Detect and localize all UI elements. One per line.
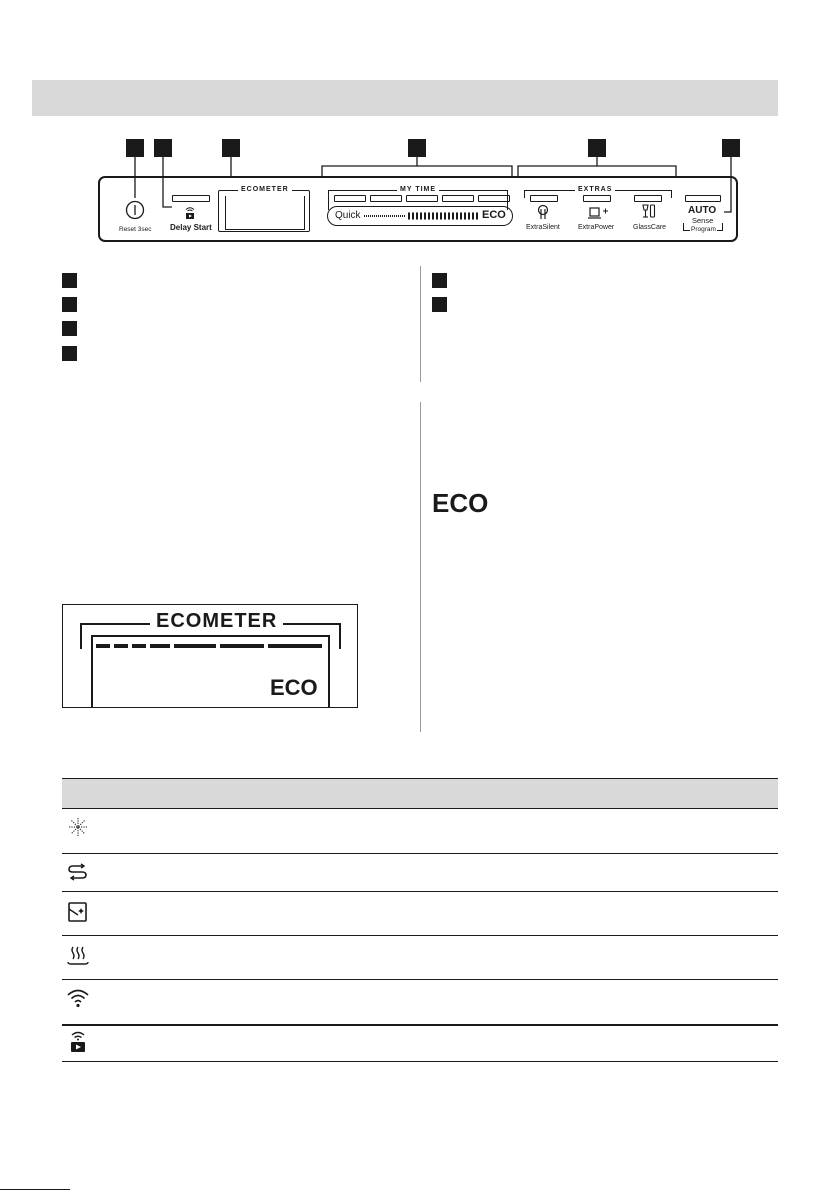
column-divider-bottom (420, 402, 421, 732)
my-time-led-2 (370, 195, 402, 202)
legend-marker-2 (62, 297, 77, 312)
legend-marker-4 (62, 346, 77, 361)
program-button[interactable]: Program (691, 226, 716, 233)
table-rule (62, 979, 778, 980)
table-rule (62, 1024, 778, 1026)
ecometer-figure-eco: ECO (270, 675, 318, 700)
extra-silent-led (530, 195, 558, 202)
indicator-table-header (62, 778, 778, 808)
remote-start-icon (183, 206, 197, 220)
legend-marker-3 (62, 321, 77, 336)
table-rule (62, 808, 778, 809)
machine-care-icon (66, 900, 90, 924)
sense-label: Sense (692, 216, 714, 225)
legend-marker-6 (432, 297, 447, 312)
my-time-led-3 (406, 195, 438, 202)
delay-start-button[interactable]: Delay Start (170, 223, 212, 232)
auto-label: AUTO (688, 205, 717, 216)
my-time-label: MY TIME (397, 186, 439, 193)
extra-power-icon (587, 204, 609, 220)
remote-start-icon (66, 1030, 90, 1054)
extra-silent-icon (535, 204, 551, 220)
regenerate-icon (66, 860, 90, 884)
eco-panel-label: ECO (482, 209, 506, 221)
footer-rule (0, 1189, 70, 1190)
my-time-led-4 (442, 195, 474, 202)
extra-power-button[interactable]: ExtraPower (578, 224, 615, 231)
eco-symbol: ECO (432, 488, 489, 518)
auto-sense-led (685, 195, 721, 202)
extra-power-led (583, 195, 611, 202)
drying-icon (66, 943, 90, 967)
extra-silent-button[interactable]: ExtraSilent (526, 224, 560, 231)
column-divider-top (420, 266, 421, 382)
quick-label: Quick (335, 210, 361, 221)
rinse-aid-icon (66, 815, 90, 839)
legend-marker-5 (432, 273, 447, 288)
glass-care-button[interactable]: GlassCare (633, 224, 667, 231)
table-rule-bottom (62, 1061, 778, 1062)
my-time-led-5 (478, 195, 510, 202)
reset-label: Reset 3sec (119, 226, 152, 233)
ecometer-figure-title: ECOMETER (150, 610, 283, 633)
table-rule (62, 891, 778, 892)
table-rule (62, 853, 778, 854)
power-button[interactable] (125, 200, 145, 220)
ecometer-figure-segments (96, 644, 326, 652)
table-rule-top (62, 778, 778, 779)
extras-label: EXTRAS (575, 186, 615, 193)
wifi-icon (66, 986, 90, 1010)
my-time-led-1 (334, 195, 366, 202)
table-rule (62, 935, 778, 936)
ecometer-panel-label: ECOMETER (238, 186, 292, 193)
my-time-scale (362, 211, 480, 221)
legend-marker-1 (62, 273, 77, 288)
glass-care-led (634, 195, 662, 202)
ecometer-inner-frame (225, 196, 305, 230)
delay-start-led (172, 195, 210, 202)
glass-care-icon (641, 203, 657, 219)
